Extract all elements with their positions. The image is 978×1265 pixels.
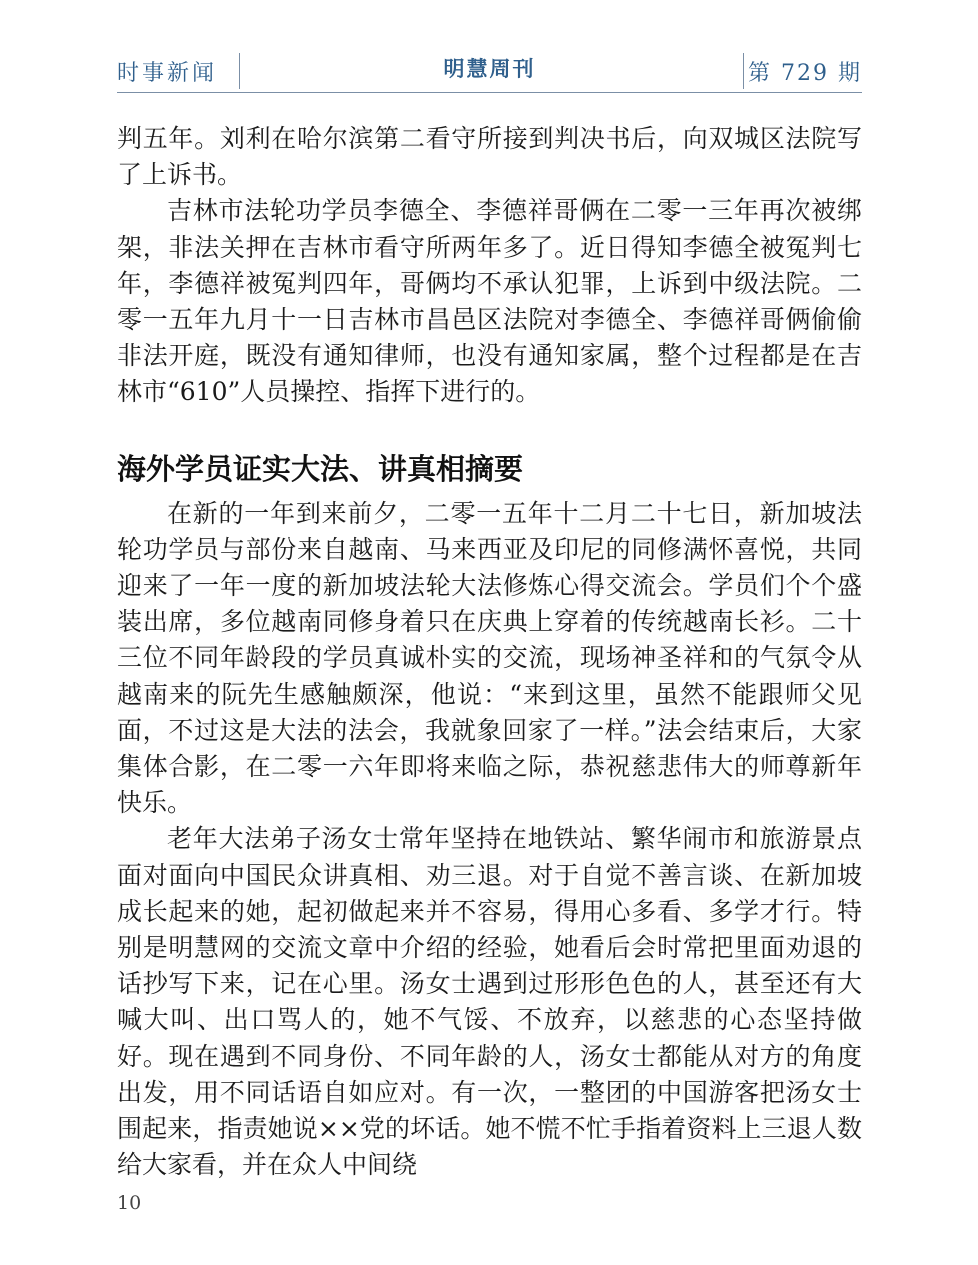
paragraph-singapore-conference: 在新的一年到来前夕，二零一五年十二月二十七日，新加坡法轮功学员与部份来自越南、马来西亚及印尼的同修满怀喜悦，共同迎来了一年一度的新加坡法轮大法修炼心得交流会。学员们个个盛装出席，多位越南同修身着只在庆典上穿着的传统越南长衫。二十三位不同年龄段的学员真诚朴实的交流，现场神圣祥和的气氛令从越南来的阮先生感触颇深，他说：“来到这里，虽然不能跟师父见面，不过这是大法的法会，我就象回家了一样。”法会结束后，大家集体合影，在二零一六年即将来临之际，恭祝慈悲伟大的师尊新年快乐。 [117,498,862,818]
header-rule [117,92,862,93]
header-divider-right [743,53,744,89]
page-number: 10 [117,1192,142,1214]
section-heading: 海外学员证实大法、讲真相摘要 [117,451,524,486]
header-publication-title: 明慧周刊 [443,57,536,81]
article-body [117,121,862,1183]
paragraph-jilin-case: 吉林市法轮功学员李德全、李德祥哥俩在二零一三年再次被绑架，非法关押在吉林市看守所两年多了。近日得知李德全被冤判七年，李德祥被冤判四年，哥俩均不承认犯罪，上诉到中级法院。二零一五年九月十一日吉林市昌邑区法院对李德全、李德祥哥俩偷偷非法开庭，既没有通知律师，也没有通知家属，整个过程都是在吉林市“610”人员操控、指挥下进行的。 [117,196,862,407]
paragraph-ms-tang: 老年大法弟子汤女士常年坚持在地铁站、繁华闹市和旅游景点面对面向中国民众讲真相、劝三退。对于自觉不善言谈、在新加坡成长起来的她，起初做起来并不容易，得用心多看、多学才行。特别是明慧网的交流文章中介绍的经验，她看后会时常把里面劝退的话抄写下来，记在心里。汤女士遇到过形形色色的人，甚至还有大喊大叫、出口骂人的，她不气馁、不放弃，以慈悲的心态坚持做好。现在遇到不同身份、不同年龄的人，汤女士都能从对方的角度出发，用不同话语自如应对。有一次，一整团的中国游客把汤女士围起来，指责她说××党的坏话。她不慌不忙手指着资料上三退人数给大家看，并在众人中间绕 [117,824,862,1180]
header-issue-number: 第 729 期 [748,61,862,86]
page-header [117,50,862,92]
header-section-label: 时事新闻 [117,61,218,86]
paragraph-continued: 判五年。刘利在哈尔滨第二看守所接到判决书后，向双城区法院写了上诉书。 [117,124,862,190]
